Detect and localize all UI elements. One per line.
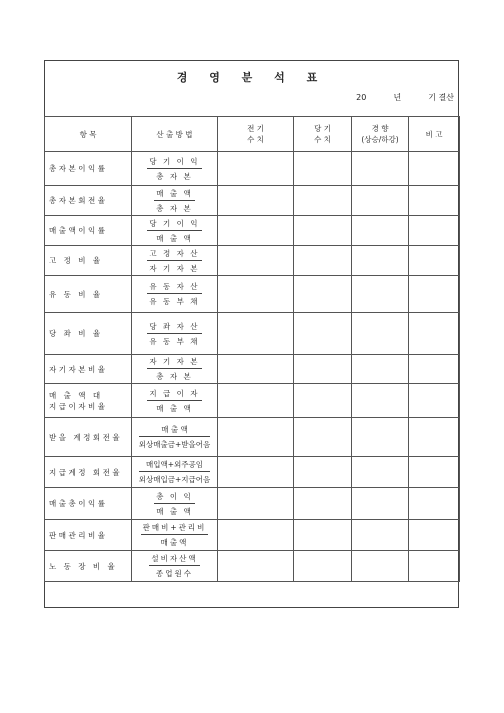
prev-value-cell[interactable] <box>218 216 294 246</box>
row-item-label: 총자본회전율 <box>45 186 132 216</box>
remarks-cell[interactable] <box>409 313 460 355</box>
formula-denominator: 외상매출금+받을어음 <box>138 440 211 449</box>
curr-value-cell[interactable] <box>294 246 352 276</box>
table-row <box>45 313 460 355</box>
row-item-label: 매출액이익률 <box>45 216 132 246</box>
formula-denominator: 매 출 액 <box>156 403 193 413</box>
formula-denominator: 매 출 액 <box>156 233 193 243</box>
formula-denominator: 총 자 본 <box>156 372 193 381</box>
formula-numerator: 당 좌 자 산 <box>147 321 201 334</box>
remarks-cell[interactable] <box>409 186 460 216</box>
document-title: 경 영 분 석 표 <box>176 71 327 84</box>
header-remarks: 비 고 <box>409 117 460 152</box>
trend-cell[interactable] <box>352 488 409 520</box>
table-row <box>45 457 460 488</box>
row-item-label: 받을 계정회전율 <box>45 418 132 457</box>
row-formula <box>132 488 218 520</box>
management-analysis-form <box>44 60 459 608</box>
header-item: 항 목 <box>45 117 132 152</box>
row-item-label: 당 좌 비 율 <box>45 313 132 355</box>
row-formula <box>132 418 218 457</box>
formula-denominator: 자 기 자 본 <box>149 263 200 273</box>
formula-numerator: 설비자산액 <box>149 553 199 566</box>
curr-value-cell[interactable] <box>294 186 352 216</box>
formula-numerator: 총 이 익 <box>154 491 195 504</box>
row-item-label: 총자본이익률 <box>45 152 132 186</box>
trend-cell[interactable] <box>352 246 409 276</box>
trend-cell[interactable] <box>352 355 409 384</box>
header-prev-value: 전 기 수 치 <box>218 117 294 152</box>
formula-numerator: 지 급 이 자 <box>147 388 201 401</box>
row-formula <box>132 355 218 384</box>
prev-value-cell[interactable] <box>218 152 294 186</box>
formula-denominator: 종업원수 <box>156 569 193 578</box>
curr-value-cell[interactable] <box>294 276 352 313</box>
prev-value-cell[interactable] <box>218 384 294 418</box>
remarks-cell[interactable] <box>409 246 460 276</box>
row-formula <box>132 216 218 246</box>
row-formula <box>132 457 218 488</box>
remarks-cell[interactable] <box>409 520 460 551</box>
trend-cell[interactable] <box>352 551 409 582</box>
formula-numerator: 판매비+관리비 <box>141 522 209 535</box>
settlement-label: 기 결산 <box>428 93 454 102</box>
curr-value-cell[interactable] <box>294 457 352 488</box>
trend-cell[interactable] <box>352 276 409 313</box>
trend-cell[interactable] <box>352 152 409 186</box>
trend-cell[interactable] <box>352 186 409 216</box>
formula-denominator: 유 동 부 채 <box>149 336 200 346</box>
row-item-label: 지급계정 회전율 <box>45 457 132 488</box>
prev-value-cell[interactable] <box>218 276 294 313</box>
year-prefix: 20 <box>356 93 367 102</box>
row-item-label: 유 동 비 율 <box>45 276 132 313</box>
formula-numerator: 매 출 액 <box>154 188 195 201</box>
formula-denominator: 매출액 <box>160 538 189 547</box>
table-row <box>45 418 460 457</box>
prev-value-cell[interactable] <box>218 313 294 355</box>
remarks-cell[interactable] <box>409 216 460 246</box>
formula-denominator: 외상매입금+지급어음 <box>138 475 211 484</box>
row-formula <box>132 246 218 276</box>
trend-cell[interactable] <box>352 313 409 355</box>
prev-value-cell[interactable] <box>218 418 294 457</box>
trend-cell[interactable] <box>352 216 409 246</box>
table-row <box>45 186 460 216</box>
row-formula <box>132 551 218 582</box>
remarks-cell[interactable] <box>409 488 460 520</box>
table-row <box>45 520 460 551</box>
table-row <box>45 355 460 384</box>
row-item-label: 매 출 액 대 지급이자비율 <box>45 384 132 418</box>
formula-numerator: 당 기 이 익 <box>147 156 201 169</box>
table-row <box>45 276 460 313</box>
trend-cell[interactable] <box>352 457 409 488</box>
curr-value-cell[interactable] <box>294 488 352 520</box>
settlement-period <box>356 92 454 103</box>
prev-value-cell[interactable] <box>218 186 294 216</box>
row-item-label: 매출총이익률 <box>45 488 132 520</box>
remarks-cell[interactable] <box>409 355 460 384</box>
row-formula <box>132 520 218 551</box>
trend-cell[interactable] <box>352 418 409 457</box>
formula-numerator: 매 출 액 <box>139 424 211 437</box>
prev-value-cell[interactable] <box>218 520 294 551</box>
row-formula <box>132 186 218 216</box>
curr-value-cell[interactable] <box>294 313 352 355</box>
row-item-label: 노 동 장 비 율 <box>45 551 132 582</box>
row-item-label: 판매관리비율 <box>45 520 132 551</box>
table-row <box>45 246 460 276</box>
row-formula <box>132 152 218 186</box>
curr-value-cell[interactable] <box>294 216 352 246</box>
header-curr-value: 당 기 수 치 <box>294 117 352 152</box>
curr-value-cell[interactable] <box>294 418 352 457</box>
prev-value-cell[interactable] <box>218 355 294 384</box>
prev-value-cell[interactable] <box>218 457 294 488</box>
formula-denominator: 유 동 부 채 <box>149 297 200 306</box>
remarks-cell[interactable] <box>409 418 460 457</box>
remarks-cell[interactable] <box>409 152 460 186</box>
table-row <box>45 384 460 418</box>
header-trend: 경 향 (상승/하강) <box>352 117 409 152</box>
curr-value-cell[interactable] <box>294 384 352 418</box>
curr-value-cell[interactable] <box>294 355 352 384</box>
formula-denominator: 총 자 본 <box>156 203 193 213</box>
formula-numerator: 자 기 자 본 <box>147 356 201 369</box>
trend-cell[interactable] <box>352 520 409 551</box>
formula-numerator: 고 정 자 산 <box>147 248 201 261</box>
table-row <box>45 488 460 520</box>
table-row <box>45 551 460 582</box>
table-row <box>45 152 460 186</box>
row-item-label: 자기자본비율 <box>45 355 132 384</box>
analysis-table <box>44 116 460 582</box>
table-row <box>45 216 460 246</box>
formula-numerator: 유 동 자 산 <box>147 281 201 294</box>
formula-denominator: 총 자 본 <box>156 171 193 181</box>
year-label: 년 <box>393 93 402 102</box>
row-formula <box>132 276 218 313</box>
remarks-cell[interactable] <box>409 457 460 488</box>
header-method: 산 출 방 법 <box>132 117 218 152</box>
prev-value-cell[interactable] <box>218 488 294 520</box>
formula-numerator: 매입액+외주공임 <box>139 459 211 472</box>
row-formula <box>132 313 218 355</box>
remarks-cell[interactable] <box>409 384 460 418</box>
row-formula <box>132 384 218 418</box>
remarks-cell[interactable] <box>409 551 460 582</box>
remarks-cell[interactable] <box>409 276 460 313</box>
prev-value-cell[interactable] <box>218 246 294 276</box>
curr-value-cell[interactable] <box>294 520 352 551</box>
row-item-label: 고 정 비 율 <box>45 246 132 276</box>
formula-numerator: 당 기 이 익 <box>147 218 201 231</box>
table-header-row <box>45 117 460 152</box>
prev-value-cell[interactable] <box>218 551 294 582</box>
curr-value-cell[interactable] <box>294 551 352 582</box>
curr-value-cell[interactable] <box>294 152 352 186</box>
formula-denominator: 매 출 액 <box>156 506 193 516</box>
trend-cell[interactable] <box>352 384 409 418</box>
